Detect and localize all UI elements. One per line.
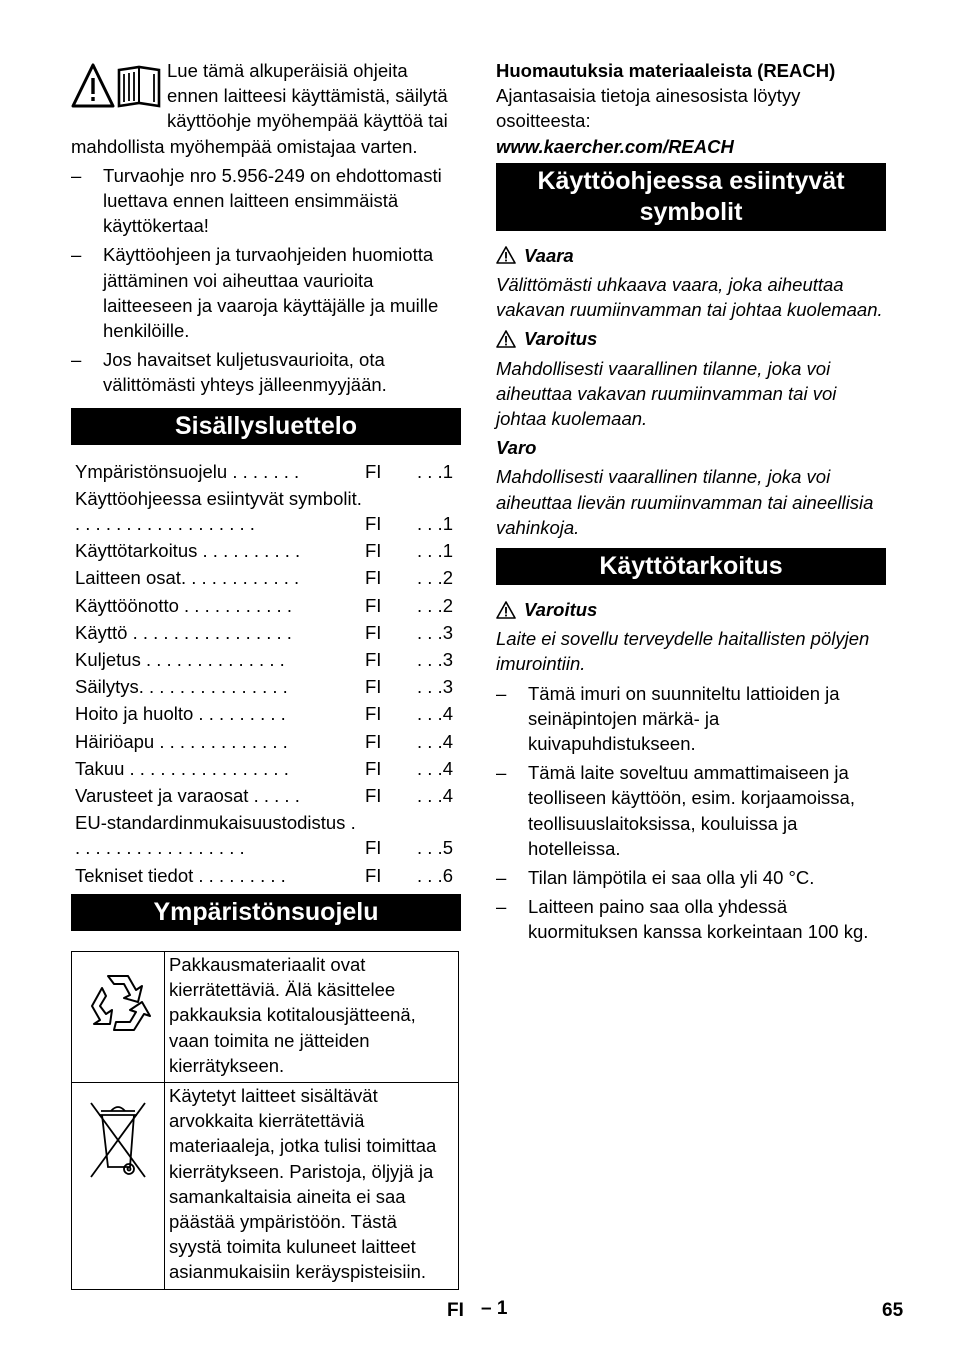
toc-title: Kuljetus . . . . . . . . . . . . . .	[75, 649, 285, 671]
toc-title: Tekniset tiedot . . . . . . . . .	[75, 864, 286, 886]
toc-lang: FI	[365, 621, 382, 643]
toc-title: Käyttötarkoitus . . . . . . . . . .	[75, 540, 301, 562]
toc-page: . . .3	[417, 676, 453, 698]
reach-text: Ajantasaisia tietoja ainesosista löytyy osoitteesta:	[496, 85, 801, 132]
toc-page: . . .6	[417, 864, 453, 886]
toc-title: Käyttöönotto . . . . . . . . . . .	[75, 594, 292, 616]
warning-manual-icon	[71, 62, 165, 110]
list-item: – Laitteen paino saa olla yhdessä kuormituksen kanssa korkeintaan 100 kg.	[496, 894, 886, 944]
purpose-heading: Käyttötarkoitus	[496, 548, 886, 585]
toc-page: . . .1	[417, 460, 453, 482]
toc-title: Säilytys. . . . . . . . . . . . . . .	[75, 676, 288, 698]
environment-text: Käytetyt laitteet sisältävät arvokkaita kierrätettäviä materiaaleja, jotka tulisi toimittaa kierrätykseen. Paristoja, öljyjä ja samankaltaisia aineita ei saa päästää ympäristöön. Tästä syystä toimita kuluneet laitteet asianmukaisiin keräyspisteisiin.	[165, 1082, 459, 1289]
toc-lang: FI	[365, 837, 382, 859]
toc-title: Takuu . . . . . . . . . . . . . . . .	[75, 757, 289, 779]
toc-row[interactable]	[71, 808, 461, 860]
purpose-warning-label: Varoitus	[524, 599, 598, 621]
intro	[71, 58, 461, 159]
toc-lang: FI	[365, 540, 382, 562]
toc-lang: FI	[365, 730, 382, 752]
crossed-bin-icon	[83, 1097, 153, 1181]
footer-language: FI	[447, 1300, 464, 1321]
toc-page: . . .1	[417, 540, 453, 562]
toc-page: . . .3	[417, 649, 453, 671]
toc-lang: FI	[365, 676, 382, 698]
toc-row[interactable]	[71, 645, 461, 672]
toc-page: . . .4	[417, 757, 453, 779]
list-item: – Tilan lämpötila ei saa olla yli 40 °C.	[496, 865, 886, 890]
table-row	[72, 951, 459, 1082]
toc-lang: FI	[365, 757, 382, 779]
right-column	[496, 58, 886, 949]
toc-lang: FI	[365, 513, 382, 535]
toc-row[interactable]	[71, 672, 461, 699]
toc-page: . . .1	[417, 513, 453, 535]
toc-table	[71, 457, 461, 888]
reach-link[interactable]: www.kaercher.com/REACH	[496, 135, 734, 157]
toc-page: . . .3	[417, 621, 453, 643]
toc-title: Varusteet ja varaosat . . . . .	[75, 785, 300, 807]
purpose-list	[496, 681, 886, 945]
toc-title: Käyttö . . . . . . . . . . . . . . . .	[75, 621, 292, 643]
toc-lang: FI	[365, 649, 382, 671]
footer-page-number: 65	[882, 1300, 904, 1321]
toc-title: Ympäristönsuojelu . . . . . . .	[75, 460, 300, 482]
purpose-warning-text: Laite ei sovellu terveydelle haitallisten pölyjen imurointiin.	[496, 628, 870, 675]
toc-page: . . .4	[417, 785, 453, 807]
toc-row[interactable]	[71, 536, 461, 563]
warning-icon	[496, 330, 516, 348]
symbol-text: Mahdollisesti vaarallinen tilanne, joka voi aiheuttaa vakavan ruumiinvamman tai voi johtaa kuolemaan.	[496, 357, 837, 430]
toc-row[interactable]	[71, 861, 461, 888]
intro-list	[71, 163, 461, 398]
footer-section-page: – 1	[481, 1298, 508, 1319]
toc-page: . . .5	[417, 837, 453, 859]
list-item: – Turvaohje nro 5.956-249 on ehdottomasti luettava ennen laitteen ensimmäistä käyttökertaa!	[71, 163, 461, 239]
environment-table	[71, 951, 459, 1290]
symbol-item	[496, 243, 886, 323]
purpose-warning	[496, 597, 886, 677]
toc-page: . . .4	[417, 703, 453, 725]
toc-title: Laitteen osat. . . . . . . . . . . .	[75, 567, 300, 589]
list-item: – Tämä laite soveltuu ammattimaiseen ja teolliseen käyttöön, esim. korjaamoissa, teollisuuslaitoksissa, kouluissa ja hotelleissa.	[496, 760, 886, 861]
list-item: – Tämä imuri on suunniteltu lattioiden ja seinäpintojen märkä- ja kuivapuhdistukseen.	[496, 681, 886, 757]
symbol-text: Mahdollisesti vaarallinen tilanne, joka voi aiheuttaa lievän ruumiinvamman tai aineellisia vahinkoja.	[496, 466, 874, 538]
toc-row[interactable]	[71, 484, 461, 536]
symbol-text: Välittömästi uhkaava vaara, joka aiheuttaa vakavan ruumiinvamman tai johtaa kuolemaan.	[496, 274, 883, 321]
toc-lang: FI	[365, 785, 382, 807]
toc-row[interactable]	[71, 699, 461, 726]
toc-page: . . .2	[417, 594, 453, 616]
toc-lang: FI	[365, 864, 382, 886]
symbols-heading: Käyttöohjeessa esiintyvät symbolit	[496, 163, 886, 231]
list-item: – Jos havaitset kuljetusvaurioita, ota välittömästi yhteys jälleenmyyjään.	[71, 347, 461, 397]
toc-page: . . .4	[417, 730, 453, 752]
toc-row[interactable]	[71, 781, 461, 808]
toc-row[interactable]	[71, 563, 461, 590]
toc-title: EU-standardinmukaisuustodistus . . . . . . . . . . . . . . . . . .	[75, 812, 356, 859]
toc-heading: Sisällysluettelo	[71, 408, 461, 445]
toc-title: Häiriöapu . . . . . . . . . . . . .	[75, 730, 288, 752]
toc-row[interactable]	[71, 727, 461, 754]
toc-row[interactable]	[71, 618, 461, 645]
toc-row[interactable]	[71, 591, 461, 618]
symbol-item	[496, 326, 886, 431]
warning-icon	[496, 601, 516, 619]
toc-lang: FI	[365, 594, 382, 616]
warning-icon	[496, 246, 516, 264]
toc-lang: FI	[365, 460, 382, 482]
recycle-icon	[80, 966, 156, 1042]
toc-lang: FI	[365, 703, 382, 725]
toc-page: . . .2	[417, 567, 453, 589]
toc-lang: FI	[365, 567, 382, 589]
list-item: – Käyttöohjeen ja turvaohjeiden huomiotta jättäminen voi aiheuttaa vaurioita laitteeseen ja vaaroja käyttäjälle ja muille henkilöille.	[71, 242, 461, 343]
left-column	[71, 58, 461, 1290]
symbol-item	[496, 435, 886, 540]
toc-row[interactable]	[71, 457, 461, 484]
environment-heading: Ympäristönsuojelu	[71, 894, 461, 931]
symbol-label: Varo	[496, 437, 537, 459]
symbol-label: Varoitus	[524, 328, 598, 350]
table-row	[72, 1082, 459, 1289]
toc-title: Käyttöohjeessa esiintyvät symbolit. . . . . . . . . . . . . . . . . . .	[75, 487, 362, 535]
toc-title: Hoito ja huolto . . . . . . . . .	[75, 703, 286, 725]
intro-text: Lue tämä alkuperäisiä ohjeita ennen laitteesi käyttämistä, säilytä käyttöohje myöhempää käyttöä tai mahdollista myöhempää omistajaa varten.	[71, 60, 448, 157]
environment-text: Pakkausmateriaalit ovat kierrätettäviä. Älä käsittelee pakkauksia kotitalousjätteenä, vaan toimita ne jätteiden kierrätykseen.	[165, 951, 459, 1082]
reach-heading: Huomautuksia materiaaleista (REACH)	[496, 60, 836, 81]
symbol-label: Vaara	[524, 244, 574, 266]
toc-row[interactable]	[71, 754, 461, 781]
